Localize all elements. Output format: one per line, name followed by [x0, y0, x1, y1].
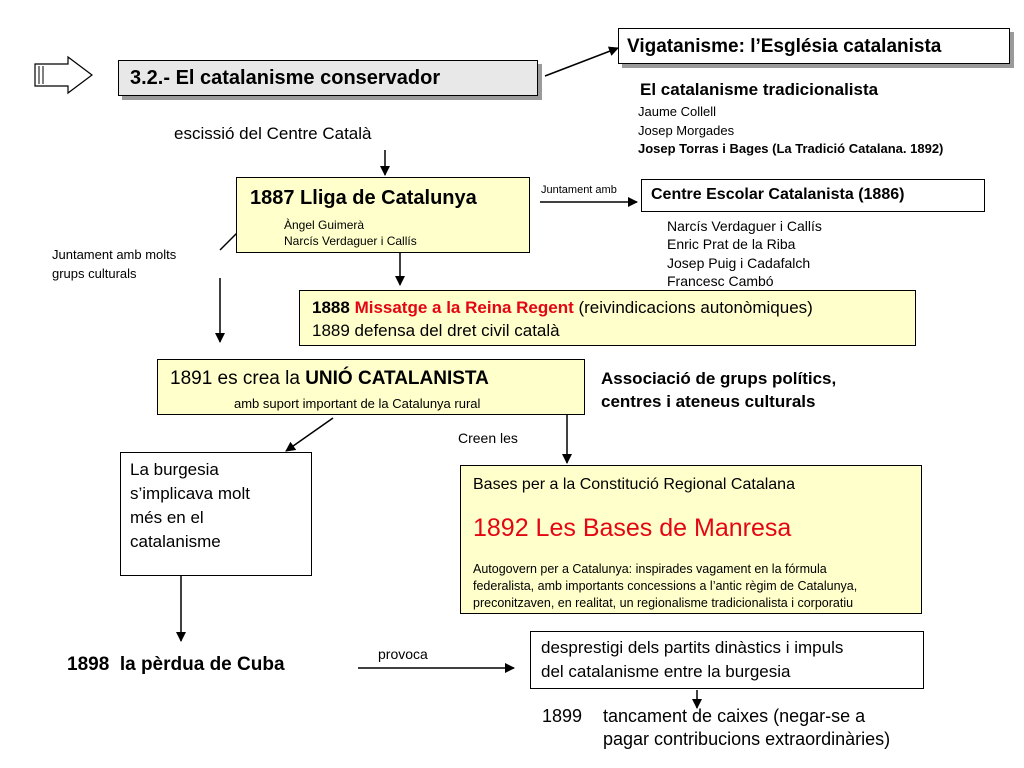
block-arrow-icon — [35, 57, 92, 93]
missatge-line2: 1889 defensa del dret civil català — [312, 321, 560, 340]
centre-escolar-name: Francesc Cambó — [667, 273, 774, 289]
tancament-year: 1899 — [542, 706, 583, 726]
unio-sub: amb suport important de la Catalunya rural — [234, 396, 481, 411]
provoca-label: provoca — [378, 646, 428, 662]
juntament-amb-label: Juntament amb — [541, 184, 617, 196]
burgesia-line: La burgesia — [130, 460, 219, 479]
unio-name: UNIÓ CATALANISTA — [305, 368, 489, 389]
tradicionalista-name: Josep Morgades — [638, 123, 735, 138]
juntament-molts-label: grups culturals — [52, 266, 137, 281]
missatge-year: 1888 — [312, 298, 350, 317]
centre-escolar-box — [641, 179, 985, 212]
missatge-highlight: Missatge a la Reina Regent — [354, 298, 574, 317]
arrow-unio-to-burgesia — [286, 418, 333, 451]
arrow-title-to-vigatanisme — [545, 48, 618, 76]
desprestigi-line: del catalanisme entre la burgesia — [541, 662, 791, 681]
lliga-name: Narcís Verdaguer i Callís — [284, 234, 417, 248]
bases-title: 1892 Les Bases de Manresa — [473, 514, 792, 542]
vigatanisme-box — [618, 28, 1010, 64]
lliga-name: Àngel Guimerà — [284, 218, 365, 232]
escissio-label: escissió del Centre Català — [174, 124, 372, 143]
bases-box — [460, 465, 922, 614]
unio-prefix: 1891 es crea la — [170, 368, 300, 389]
page-title: 3.2.- El catalanisme conservador — [130, 67, 441, 89]
associacio-label: centres i ateneus culturals — [601, 392, 816, 411]
tancament-line: pagar contribucions extraordinàries) — [603, 729, 891, 749]
missatge-rest: (reivindicacions autonòmiques) — [578, 298, 813, 317]
title-box — [118, 60, 538, 96]
missatge-line1 — [312, 298, 813, 318]
burgesia-line: s’implicava molt — [130, 484, 250, 503]
missatge-box — [299, 290, 916, 346]
bases-desc: preconitzaven, en realitat, un regionalisme tradicionalista i corporatiu — [473, 596, 854, 610]
burgesia-box — [120, 452, 312, 576]
lliga-box — [236, 177, 530, 253]
centre-escolar-name: Enric Prat de la Riba — [667, 236, 796, 252]
burgesia-line: més en el — [130, 508, 204, 527]
bases-top: Bases per a la Constitució Regional Catalana — [473, 476, 795, 493]
burgesia-line: catalanisme — [130, 532, 221, 551]
bases-desc: federalista, amb importants concessions a l’antic règim de Catalunya, — [473, 579, 858, 593]
creen-les-label: Creen les — [458, 430, 518, 446]
cuba-label: 1898 la pèrdua de Cuba — [67, 654, 285, 675]
centre-escolar-title: Centre Escolar Catalanista (1886) — [651, 186, 905, 203]
centre-escolar-name: Josep Puig i Cadafalch — [667, 255, 811, 271]
unio-box — [157, 359, 585, 415]
bases-desc: Autogovern per a Catalunya: inspirades vagament en la fórmula — [473, 562, 827, 576]
desprestigi-box — [530, 631, 924, 689]
centre-escolar-name: Narcís Verdaguer i Callís — [667, 218, 822, 234]
tancament-line: tancament de caixes (negar-se a — [603, 706, 866, 726]
tradicionalista-heading: El catalanisme tradicionalista — [640, 80, 879, 99]
desprestigi-line: desprestigi dels partits dinàstics i impuls — [541, 638, 844, 657]
lliga-title: 1887 Lliga de Catalunya — [250, 187, 477, 209]
associacio-label: Associació de grups polítics, — [601, 369, 837, 388]
juntament-molts-label: Juntament amb molts — [52, 247, 177, 262]
unio-line1 — [170, 368, 489, 390]
vigatanisme-label: Vigatanisme: l’Església catalanista — [627, 36, 942, 57]
tradicionalista-name: Josep Torras i Bages (La Tradició Catalana. 1892) — [638, 141, 944, 156]
tradicionalista-name: Jaume Collell — [638, 104, 717, 119]
